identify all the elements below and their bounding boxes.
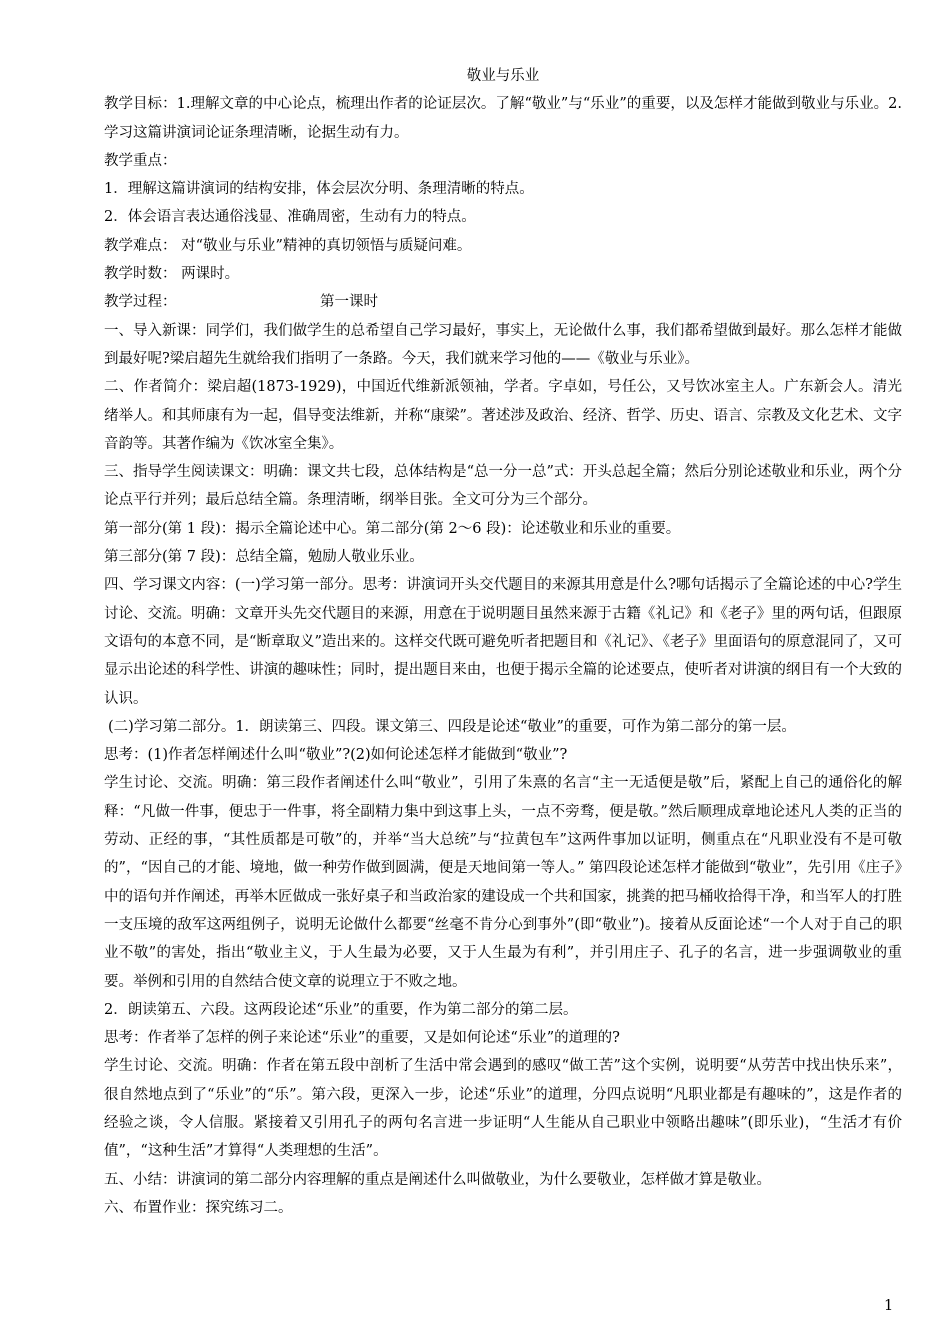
discussion-one: 学生讨论、交流。明确：第三段作者阐述什么叫“敬业”，引用了朱熹的名言“主一无适便是敬”后，紧配上自己的通俗化的解释：“凡做一件事，便忠于一件事，将全副精力集中到这事上头，一点不旁骛，便是敬。”然后顺理成章地论述凡人类的正当的劳动、正经的事，“其性质都是可敬”的，并举“当大总统”与“拉黄包车”这两件事加以证明，侧重点在“凡职业没有不是可敬的”，“因自己的才能、境地，做一种劳作做到圆满，便是天地间第一等人。” 第四段论述怎样才能做到“敬业”，先引用《庄子》中的语句并作阐述，再举木匠做成一张好桌子和当政治家的建设成一个共和国家，挑粪的把马桶收拾得干净，和当军人的打胜一支压境的敌军这两组例子，说明无论做什么都要“丝毫不肯分心到事外”(即“敬业”)。接着从反面论述“一个人对于自己的职业不敬”的害处，指出“敬业主义，于人生最为必要，又于人生最为有利”，并引用庄子、孔子的名言，进一步强调敬业的重要。举例和引用的自然结合使文章的说理立于不败之地。 bbox=[104, 775, 902, 990]
teaching-focus-item-1: 1．理解这篇讲演词的结构安排，体会层次分明、条理清晰的特点。 bbox=[104, 181, 534, 198]
teaching-process-label: 教学过程： bbox=[104, 294, 177, 311]
teaching-difficulty: 教学难点： 对“敬业与乐业”精神的真切领悟与质疑问难。 bbox=[104, 237, 472, 254]
lesson-label: 第一课时 bbox=[320, 294, 378, 311]
document-body bbox=[104, 62, 902, 1222]
part-three: 第三部分(第 7 段)：总结全篇，勉励人敬业乐业。 bbox=[104, 549, 424, 566]
document-title: 敬业与乐业 bbox=[466, 68, 540, 84]
page-number: 1 bbox=[884, 1298, 894, 1314]
parts-one-two: 第一部分(第 1 段)：揭示全篇论述中心。第二部分(第 2～6 段)：论述敬业和乐业的重要。 bbox=[104, 520, 681, 537]
section-study-part-two: (二)学习第二部分。1．朗读第三、四段。课文第三、四段是论述“敬业”的重要，可作为第二部分的第一层。 bbox=[108, 718, 796, 735]
question-two: 思考：作者举了怎样的例子来论述“乐业”的重要，又是如何论述“乐业”的道理的? bbox=[104, 1030, 620, 1047]
section-reading-guide: 三、指导学生阅读课文：明确：课文共七段，总体结构是“总一分一总”式：开头总起全篇；然后分别论述敬业和乐业，两个分论点平行并列；最后总结全篇。条理清晰，纲举目张。全文可分为三个部分。 bbox=[104, 464, 902, 509]
discussion-two: 学生讨论、交流。明确：作者在第五段中剖析了生活中常会遇到的感叹“做工苦”这个实例，说明要“从劳苦中找出快乐来”，很自然地点到了“乐业”的“乐”。第六段，更深入一步，论述“乐业”的道理，分四点说明“凡职业都是有趣味的”，这是作者的经验之谈，令人信服。紧接着又引用孔子的两句名言进一步证明“人生能从自己职业中领略出趣味”(即乐业)，“生活才有价值”，“这种生活”才算得“人类理想的生活”。 bbox=[104, 1058, 902, 1160]
teaching-process-row bbox=[104, 288, 902, 316]
teaching-focus-heading: 教学重点： bbox=[104, 152, 177, 169]
teaching-focus-item-2: 2．体会语言表达通俗浅显、准确周密，生动有力的特点。 bbox=[104, 209, 476, 226]
section-intro: 一、导入新课：同学们，我们做学生的总希望自己学习最好，事实上，无论做什么事，我们都希望做到最好。那么怎样才能做到最好呢?梁启超先生就给我们指明了一条路。今天，我们就来学习他的——《敬业与乐业》。 bbox=[104, 322, 902, 367]
teaching-hours: 教学时数： 两课时。 bbox=[104, 266, 240, 283]
section-author: 二、作者简介：梁启超(1873-1929)，中国近代维新派领袖，学者。字卓如，号任公，又号饮冰室主人。广东新会人。清光绪举人。和其师康有为一起，倡导变法维新，并称“康梁”。著述涉及政治、经济、哲学、历史、语言、宗教及文化艺术、文字音韵等。其著作编为《饮冰室全集》。 bbox=[104, 379, 902, 452]
question-one: 思考：(1)作者怎样阐述什么叫“敬业”?(2)如何论述怎样才能做到“敬业”? bbox=[104, 747, 568, 764]
section-summary: 五、小结：讲演词的第二部分内容理解的重点是阐述什么叫做敬业，为什么要敬业，怎样做才算是敬业。 bbox=[104, 1171, 771, 1188]
section-study-part-one: 四、学习课文内容：(一)学习第一部分。思考：讲演词开头交代题目的来源其用意是什么?哪句话揭示了全篇论述的中心?学生讨论、交流。明确：文章开头先交代题目的来源，用意在于说明题目虽然来源于古籍《礼记》和《老子》里的两句话，但跟原文语句的本意不同，是“断章取义”造出来的。这样交代既可避免听者把题目和《礼记》、《老子》里面语句的原意混同了，又可显示出论述的科学性、讲演的趣味性；同时，提出题目来由，也便于揭示全篇的论述要点，使听者对讲演的纲目有一个大致的认识。 bbox=[104, 577, 902, 707]
section-homework: 六、布置作业：探究练习二。 bbox=[104, 1199, 293, 1216]
read-paragraphs-five-six: 2．朗读第五、六段。这两段论述“乐业”的重要，作为第二部分的第二层。 bbox=[104, 1001, 578, 1018]
teaching-objectives: 教学目标：1.理解文章的中心论点，梳理出作者的论证层次。了解“敬业”与“乐业”的重要，以及怎样才能做到敬业与乐业。2.学习这篇讲演词论证条理清晰，论据生动有力。 bbox=[104, 96, 902, 141]
